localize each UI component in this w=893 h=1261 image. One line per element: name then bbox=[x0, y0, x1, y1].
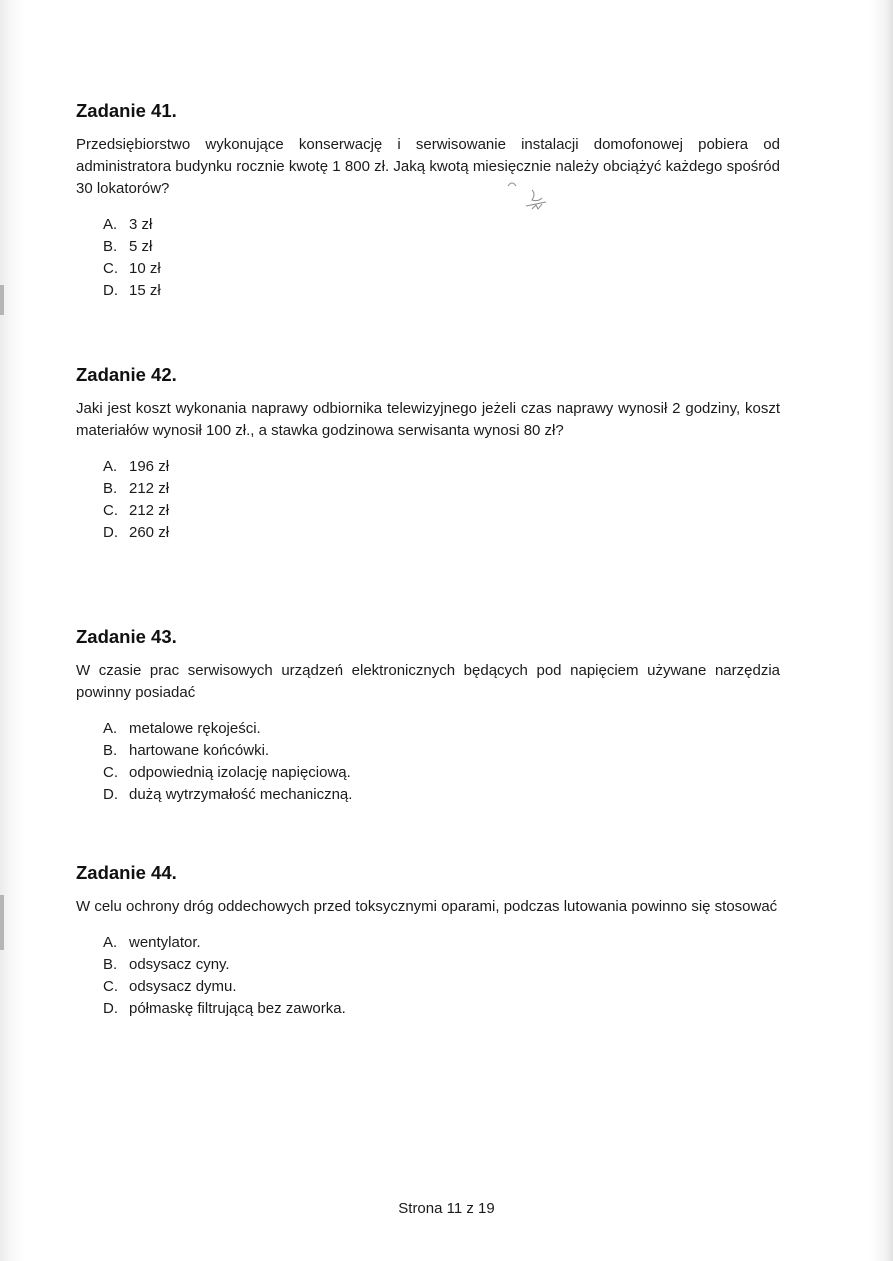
option-text: półmaskę filtrującą bez zaworka. bbox=[129, 1000, 346, 1017]
option-letter: D. bbox=[103, 524, 118, 541]
answer-option[interactable] bbox=[103, 500, 780, 522]
answer-option[interactable] bbox=[103, 258, 780, 280]
task-title: Zadanie 44. bbox=[76, 862, 177, 883]
binder-hole-mark bbox=[0, 285, 4, 315]
option-text: 196 zł bbox=[129, 458, 170, 475]
option-text: 5 zł bbox=[129, 238, 153, 255]
option-text: 3 zł bbox=[129, 216, 153, 233]
answer-option[interactable] bbox=[103, 762, 780, 784]
option-text: metalowe rękojeści. bbox=[129, 720, 261, 737]
answer-options bbox=[103, 932, 780, 1020]
option-text: 15 zł bbox=[129, 282, 161, 299]
option-text: odsysacz dymu. bbox=[129, 978, 237, 995]
option-text: 212 zł bbox=[129, 480, 170, 497]
answer-option[interactable] bbox=[103, 214, 780, 236]
option-letter: C. bbox=[103, 502, 118, 519]
task-44 bbox=[76, 862, 780, 1020]
task-42 bbox=[76, 364, 780, 544]
option-letter: D. bbox=[103, 1000, 118, 1017]
option-letter: B. bbox=[103, 742, 118, 759]
task-43 bbox=[76, 626, 780, 806]
answer-option[interactable] bbox=[103, 456, 780, 478]
option-text: odsysacz cyny. bbox=[129, 956, 230, 973]
answer-option[interactable] bbox=[103, 740, 780, 762]
page-number: Strona 11 z 19 bbox=[398, 1200, 495, 1217]
task-title: Zadanie 43. bbox=[76, 626, 177, 647]
binder-hole-mark bbox=[0, 895, 4, 950]
answer-options bbox=[103, 214, 780, 302]
option-letter: A. bbox=[103, 934, 118, 951]
option-letter: B. bbox=[103, 238, 118, 255]
task-41 bbox=[76, 100, 780, 302]
task-question: W czasie prac serwisowych urządzeń elektronicznych będących pod napięciem używane narzędzia powinny posiadać bbox=[76, 662, 780, 701]
answer-option[interactable] bbox=[103, 932, 780, 954]
task-title: Zadanie 41. bbox=[76, 100, 177, 121]
option-text: odpowiednią izolację napięciową. bbox=[129, 764, 351, 781]
option-text: 10 zł bbox=[129, 260, 161, 277]
option-letter: A. bbox=[103, 720, 118, 737]
option-text: hartowane końcówki. bbox=[129, 742, 270, 759]
option-letter: B. bbox=[103, 480, 118, 497]
option-text: dużą wytrzymałość mechaniczną. bbox=[129, 786, 353, 803]
answer-option[interactable] bbox=[103, 976, 780, 998]
option-letter: C. bbox=[103, 978, 118, 995]
option-letter: A. bbox=[103, 216, 118, 233]
option-letter: C. bbox=[103, 260, 118, 277]
task-title: Zadanie 42. bbox=[76, 364, 177, 385]
answer-options bbox=[103, 718, 780, 806]
option-letter: D. bbox=[103, 282, 118, 299]
answer-option[interactable] bbox=[103, 954, 780, 976]
answer-option[interactable] bbox=[103, 998, 780, 1020]
answer-option[interactable] bbox=[103, 784, 780, 806]
answer-options bbox=[103, 456, 780, 544]
pencil-scribble bbox=[502, 176, 552, 216]
answer-option[interactable] bbox=[103, 236, 780, 258]
answer-option[interactable] bbox=[103, 718, 780, 740]
task-question: W celu ochrony dróg oddechowych przed toksycznymi oparami, podczas lutowania powinno się stosować bbox=[76, 898, 778, 915]
option-text: 260 zł bbox=[129, 524, 170, 541]
task-question: Przedsiębiorstwo wykonujące konserwację i serwisowanie instalacji domofonowej pobiera od administratora budynku rocznie kwotę 1 800 zł. Jaką kwotą miesięcznie należy obciążyć każdego spośród 30 lokatorów? bbox=[76, 136, 780, 197]
option-text: wentylator. bbox=[129, 934, 201, 951]
task-question: Jaki jest koszt wykonania naprawy odbiornika telewizyjnego jeżeli czas naprawy wynosił 2 godziny, koszt materiałów wynosił 100 zł., a stawka godzinowa serwisanta wynosi 80 zł? bbox=[76, 400, 780, 439]
option-letter: D. bbox=[103, 786, 118, 803]
option-letter: C. bbox=[103, 764, 118, 781]
answer-option[interactable] bbox=[103, 522, 780, 544]
answer-option[interactable] bbox=[103, 478, 780, 500]
option-letter: A. bbox=[103, 458, 118, 475]
option-letter: B. bbox=[103, 956, 118, 973]
answer-option[interactable] bbox=[103, 280, 780, 302]
option-text: 212 zł bbox=[129, 502, 170, 519]
